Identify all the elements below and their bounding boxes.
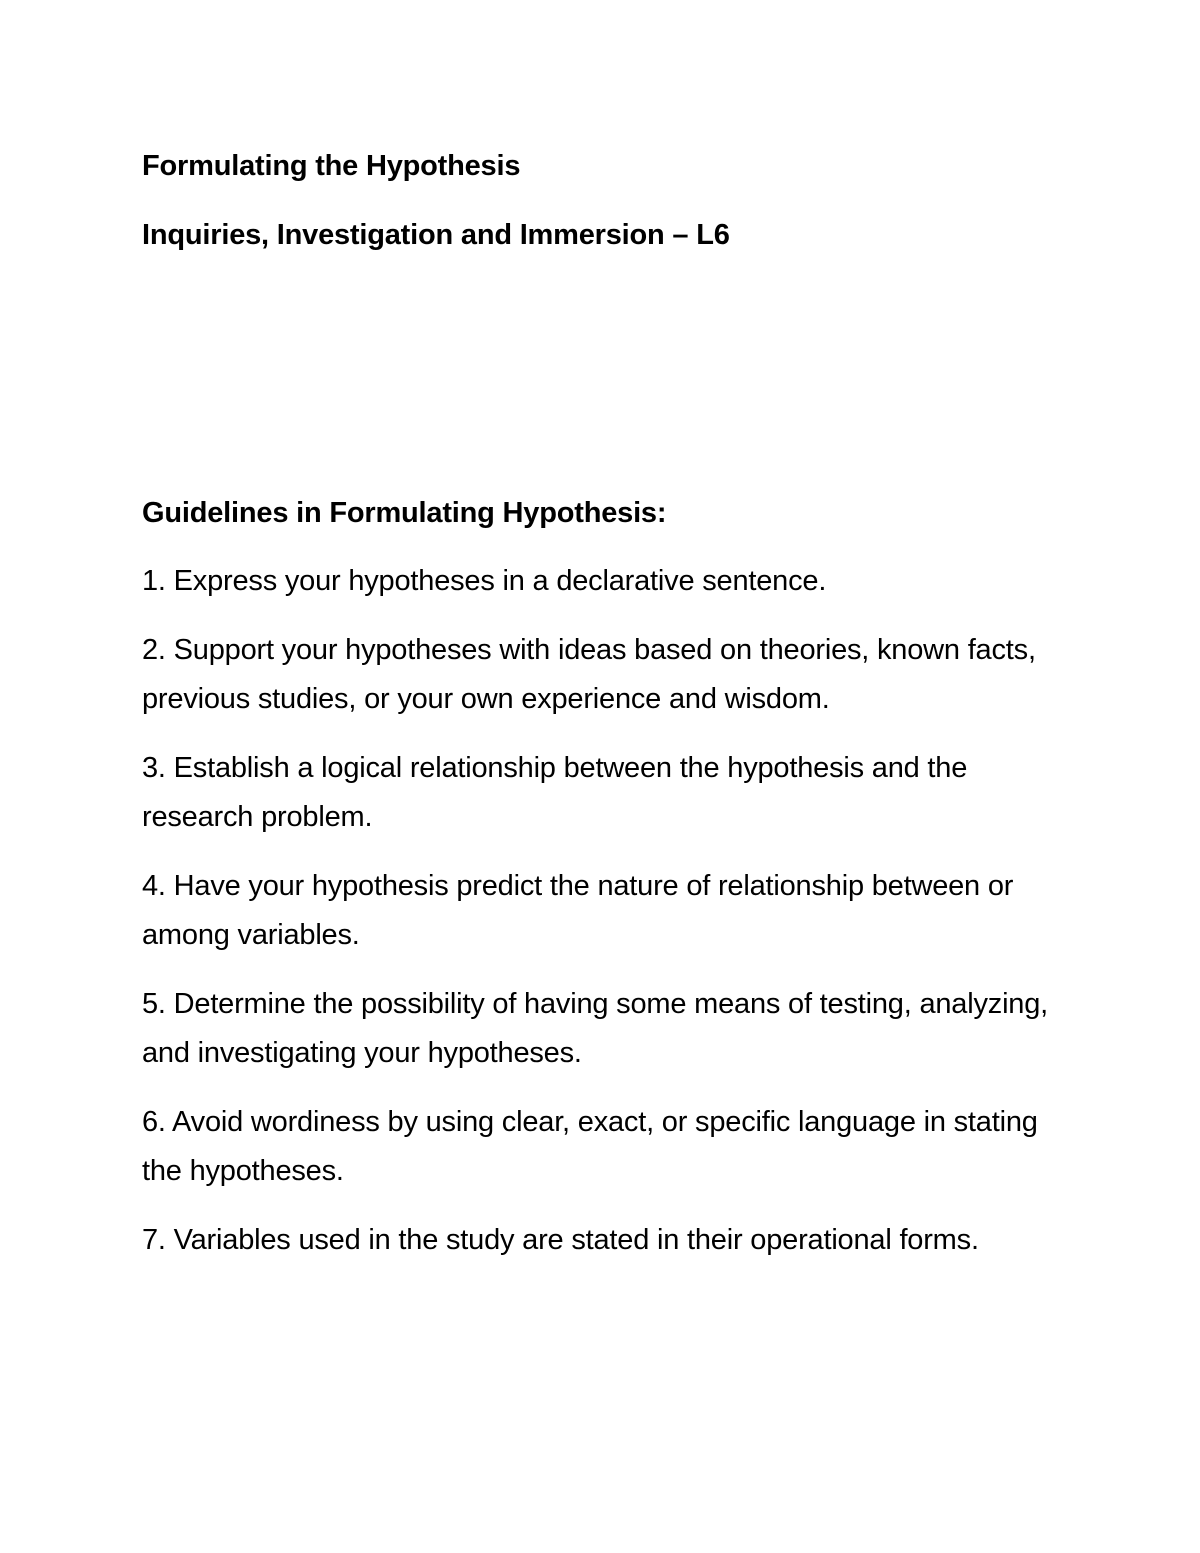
guideline-item: 5. Determine the possibility of having some means of testing, analyzing, and investigating your hypotheses. bbox=[142, 988, 1049, 1069]
document-title: Formulating the Hypothesis bbox=[142, 150, 521, 182]
guidelines-heading: Guidelines in Formulating Hypothesis: bbox=[142, 497, 667, 529]
document-subtitle: Inquiries, Investigation and Immersion – L6 bbox=[142, 219, 730, 251]
document-content bbox=[142, 142, 1057, 1285]
guideline-item: 2. Support your hypotheses with ideas based on theories, known facts, previous studies, or your own experience and wisdom. bbox=[142, 634, 1036, 715]
guideline-item: 1. Express your hypotheses in a declarative sentence. bbox=[142, 565, 827, 597]
guideline-item: 4. Have your hypothesis predict the nature of relationship between or among variables. bbox=[142, 870, 1014, 951]
guideline-item: 7. Variables used in the study are stated in their operational forms. bbox=[142, 1224, 979, 1256]
guideline-item: 6. Avoid wordiness by using clear, exact, or specific language in stating the hypotheses. bbox=[142, 1106, 1038, 1187]
guidelines-list bbox=[142, 557, 1057, 1265]
guideline-item: 3. Establish a logical relationship between the hypothesis and the research problem. bbox=[142, 752, 968, 833]
